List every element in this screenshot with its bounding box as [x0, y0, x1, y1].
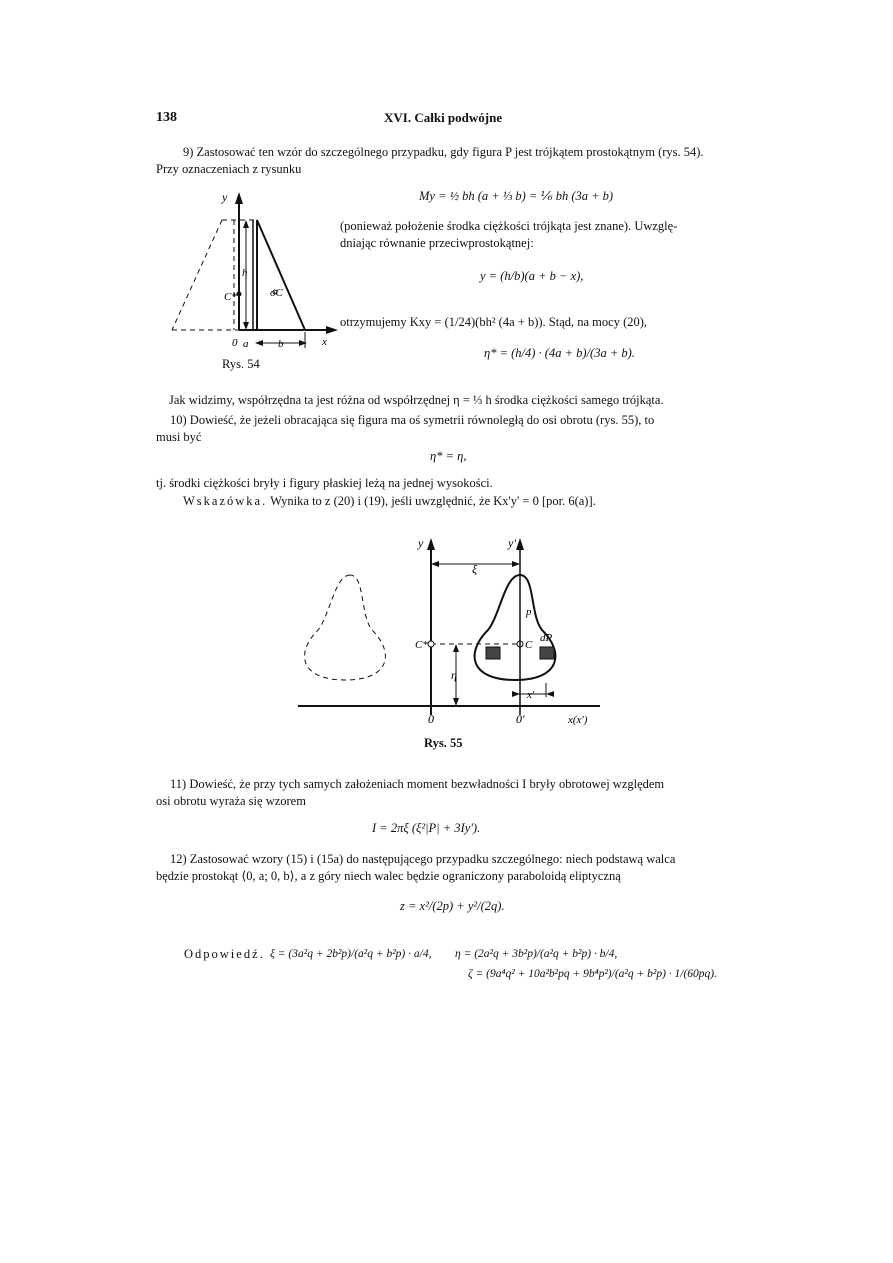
answer-zeta: ζ = (9a⁴q² + 10a²b²pq + 9b⁴p²)/(a²q + b²p) · 1/(60pq). [468, 968, 717, 980]
ex9-text2: dniając równanie przeciwprostokątnej: [340, 236, 534, 250]
fig54-caption: Rys. 54 [222, 357, 260, 371]
ex12-line1: 12) Zastosować wzory (15) i (15a) do następującego przypadku szczególnego: niech podstawą walca [170, 852, 676, 866]
fig54-label-a: a [243, 338, 249, 350]
ex9-text1: (ponieważ położenie środka ciężkości trójkąta jest znane). Uwzglę- [340, 219, 678, 233]
ex9-text3: otrzymujemy Kxy = (1/24)(bh² (4a + b)). Stąd, na mocy (20), [340, 315, 648, 329]
fig55-label-eta: η [451, 668, 457, 682]
fig54-label-b: b [278, 338, 284, 350]
para-jak-widzimy: Jak widzimy, współrzędna ta jest różna od współrzędnej η = ⅓ h środka ciężkości samego trójkąta. [169, 393, 664, 407]
fig55-label-c: C [525, 639, 533, 651]
answer-eta: η = (2a²q + 3b²p)/(a²q + b²p) · b/4, [455, 948, 618, 960]
fig54-label-h: h [242, 267, 248, 279]
answer-label: Odpowiedź. [184, 947, 265, 961]
ex11-line1: 11) Dowieść, że przy tych samych założeniach moment bezwładności I bryły obrotowej względem [170, 777, 665, 791]
fig55-label-xprime: x' [527, 689, 535, 701]
fig55-caption: Rys. 55 [424, 736, 463, 750]
fig55-label-p: p [526, 606, 532, 618]
fig55-label-o: 0 [428, 712, 434, 726]
hint-label: Wskazówka. [183, 494, 268, 508]
fig54-label-cstar: C* [224, 291, 237, 303]
ex11-line2: osi obrotu wyraża się wzorem [156, 794, 306, 808]
ex10-line2: musi być [156, 430, 202, 444]
ex10-hint [183, 493, 596, 509]
figure-55 [290, 535, 620, 735]
ex11-formula: I = 2πξ (ξ²|P| + 3Iy'). [372, 821, 481, 835]
ex12-line2: będzie prostokąt ⟨0, a; 0, b⟩, a z góry niech walec będzie ograniczony paraboloidą eliptyczną [156, 869, 621, 883]
ex12-formula: z = x²/(2p) + y²/(2q). [400, 899, 505, 913]
fig55-label-yprime: y' [508, 536, 516, 550]
ex10-line1: 10) Dowieść, że jeżeli obracająca się figura ma oś symetrii równoległą do osi obrotu (rys. 55), to [170, 413, 655, 427]
hint-text: Wynika to z (20) i (19), jeśli uwzględnić, że Kx'y' = 0 [por. 6(a)]. [270, 494, 596, 508]
formula-eta-star: η* = (h/4) · (4a + b)/(3a + b). [484, 346, 635, 360]
fig54-label-x: x [322, 336, 327, 348]
fig54-label-o: 0 [232, 337, 238, 349]
formula-My: My = ½ bh (a + ⅓ b) = ⅙ bh (3a + b) [419, 189, 614, 203]
fig54-label-y: y [222, 190, 228, 204]
fig55-label-y: y [418, 536, 424, 550]
page-number: 138 [156, 110, 177, 125]
fig55-label-dp: dP [540, 632, 553, 644]
figure-54 [160, 190, 340, 350]
fig55-label-oprime: 0' [516, 712, 525, 726]
answer-xi: ξ = (3a²q + 2b²p)/(a²q + b²p) · a/4, [270, 948, 432, 960]
ex10-formula: η* = η, [430, 449, 467, 463]
fig55-label-x: x(x') [568, 714, 588, 726]
fig55-label-cstar: C* [415, 639, 428, 651]
running-title: XVI. Całki podwójne [384, 110, 503, 125]
fig55-label-xi: ξ [472, 562, 478, 576]
ex9-line2: Przy oznaczeniach z rysunku [156, 162, 302, 176]
formula-hypotenuse: y = (h/b)(a + b − x), [480, 269, 584, 283]
ex9-line1: 9) Zastosować ten wzór do szczególnego przypadku, gdy figura P jest trójkątem prostokątnym (rys. 54). [183, 145, 704, 159]
fig54-label-c: oC [270, 287, 283, 299]
ex10-line3: tj. środki ciężkości bryły i figury płaskiej leżą na jednej wysokości. [156, 476, 493, 490]
